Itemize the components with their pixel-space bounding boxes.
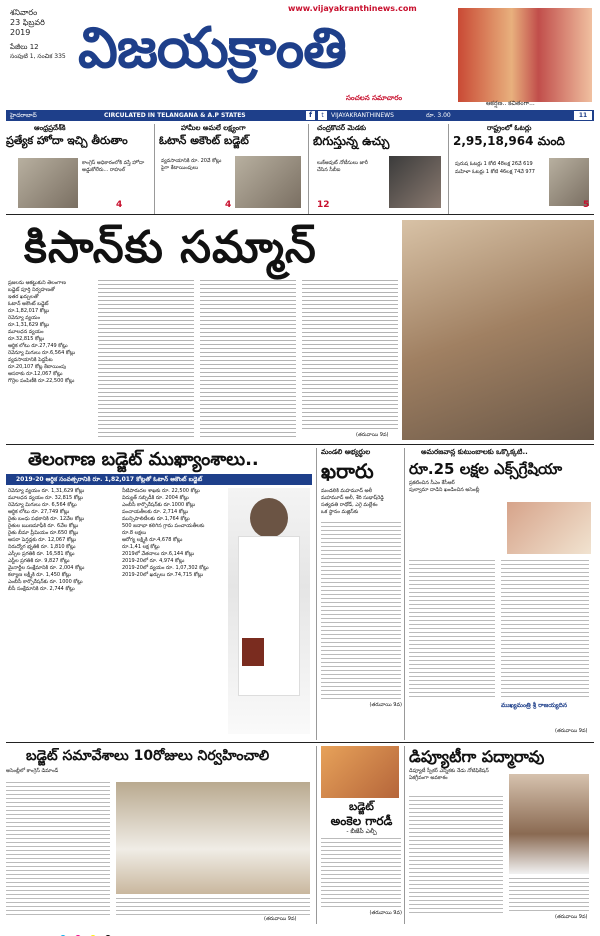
teaser-head: రాష్ట్రంలో ఓటర్లు xyxy=(487,124,532,132)
twitter-icon[interactable]: t xyxy=(318,111,327,120)
story-headline: బడ్జెట్ సమావేశాలు 10రోజులు నిర్వహించాలి xyxy=(26,748,270,764)
bullet: ఇతర ఖర్చులతో xyxy=(8,294,39,300)
padmarao-photo xyxy=(509,774,589,874)
bullet: రూ.1,82,017 కోట్లు xyxy=(8,308,50,314)
teaser-page: 5 xyxy=(583,200,590,210)
item: రూ.8 లక్షలు xyxy=(122,530,147,536)
budget-box xyxy=(6,448,312,740)
teaser-body: పురుష ఓటర్లు 1 కోటి 48లక్ష 26వే 619 మహిళా ఓటర్లు 1 కోటి 46లక్ష 74వే 977 xyxy=(455,161,535,175)
continued[interactable]: (తరువాయి 9వ) xyxy=(555,914,588,920)
teasers xyxy=(6,124,594,214)
official-photo xyxy=(549,158,589,206)
teaser-page: 4 xyxy=(225,200,232,210)
laxman-story xyxy=(316,746,402,924)
continued[interactable]: (తరువాయి 9వ) xyxy=(555,728,588,734)
item: ఆరోగ్య లక్ష్మికి రూ.4,678 కోట్లు xyxy=(122,537,183,543)
assembly-photo xyxy=(116,782,310,894)
paper-title: విజయక్రాంతి xyxy=(78,16,346,81)
kcr-photo xyxy=(402,220,594,440)
item: ఎంబీసీ కార్పొరేషన్‌కు రూ. 1000 కోట్లు xyxy=(8,579,83,585)
deputy-bullets xyxy=(409,768,505,782)
body xyxy=(238,536,300,696)
teaser-page: 4 xyxy=(116,200,123,210)
council-story xyxy=(316,448,402,740)
story-headline: డిప్యూటీగా పద్మారావు xyxy=(409,747,545,766)
bullet: ప్రకటించిన సీఎం కేసీఆర్ xyxy=(409,480,455,486)
item: బీసీ సంక్షేమానికి రూ. 2,744 కోట్లు xyxy=(8,586,75,592)
exgratia-text-2 xyxy=(501,560,589,700)
budget-title: తెలంగాణ బడ్జెట్ ముఖ్యాంశాలు.. xyxy=(28,449,259,470)
decision-bullets xyxy=(321,488,402,516)
story-tag: మండలి అభ్యర్థుల xyxy=(321,448,371,456)
bullet: రూ.1,31,629 కోట్లు xyxy=(8,322,50,328)
item: రూ.1,41 లక్ష కోట్లు xyxy=(122,544,160,550)
lead-column-2 xyxy=(200,280,296,440)
bullet: మండలికి మహమూద్ అలీ xyxy=(321,488,373,494)
bullet: మహమూద్ అలీ, శేరి సుభాష్‌రెడ్డి xyxy=(321,495,384,501)
circulated: CIRCULATED IN TELANGANA & A.P STATES xyxy=(104,112,246,119)
bullet: బడ్జెట్ పూర్తి నిర్వహణతో xyxy=(8,287,55,293)
year: 2019 xyxy=(10,28,31,37)
cheque-photo xyxy=(507,502,591,554)
session-text-2 xyxy=(116,898,310,918)
bullet: ఆసరాకు రూ.12,067 కోట్లు xyxy=(8,371,63,377)
session-story xyxy=(6,746,312,924)
item: 2019-20లో ఖర్చులు రూ.74,715 కోట్లు xyxy=(122,572,204,578)
bullet: రెవెన్యూ మిగులు రూ.6,564 కోట్లు xyxy=(8,350,76,356)
budget-col-2 xyxy=(122,488,222,579)
item: కల్యాణ లక్ష్మీకి రూ. 1,450 కోట్లు xyxy=(8,572,71,578)
ad-caption: ఆకర్షణ.. కచితంగా... xyxy=(486,100,535,107)
item: రైతుల ఋణమాఫీకి రూ. 6వేల కోట్లు xyxy=(8,523,79,529)
lead-headline: కిసాన్‌కు సమ్మాన్ xyxy=(24,222,317,273)
bullet: ఒక స్థానం మజ్లిస్‌కు xyxy=(321,509,359,515)
story-tag: అమరజవాన్ల కుటుంబాలకు ఒక్కొక్కటి.. xyxy=(421,448,528,456)
teaser-body: లుక్అవుట్ నోటీసులు జారీ చేసిన సీబీఐ xyxy=(317,160,368,173)
head xyxy=(250,498,288,538)
bullet: ఏకగ్రీవంగా అవకాశం xyxy=(409,775,448,781)
divider xyxy=(6,214,594,215)
teaser-head: హామీల అమలే లక్ష్యంగా xyxy=(181,124,246,132)
deputy-text-2 xyxy=(509,878,589,912)
caption: బడ్జెట్ xyxy=(349,800,374,813)
teaser-page: 12 xyxy=(317,200,330,210)
caption: - బీజేపీ ఎల్పీ xyxy=(346,828,377,835)
exgratia-story xyxy=(404,448,594,740)
bullet: ప్రజలను ఆకట్టుకుని తెలంగాణ xyxy=(8,280,66,286)
print-marks xyxy=(60,926,540,932)
teaser-body: వ్యవసాయానికి రూ. 20వే కోట్లు పైగా కేటాయింపులు xyxy=(161,158,222,171)
teaser-head: ఆంధ్రప్రదేశ్‌కి xyxy=(34,124,66,132)
laxman-text xyxy=(321,838,401,910)
item: ఆసరా పెన్షన్లకు రూ. 12,067 కోట్లు xyxy=(8,537,77,543)
laxman-photo xyxy=(321,746,399,798)
story-headline: రూ.25 లక్షల ఎక్స్‌గ్రేషియా xyxy=(409,460,563,478)
item: ఎస్టీల ప్రగతికి రూ. 9,827 కోట్లు xyxy=(8,558,70,564)
briefcase xyxy=(242,638,264,666)
item: నీటిపారుదల శాఖకు రూ. 22,500 కోట్లు xyxy=(122,488,200,494)
budget-col-1 xyxy=(8,488,116,593)
lead-bullets xyxy=(8,280,92,385)
teaser-headline: ఓటాన్ అకౌంట్ బడ్జెట్ xyxy=(159,134,249,147)
divider xyxy=(6,444,594,445)
exgratia-bullets xyxy=(409,480,509,494)
item: 500 జనాభా కలిగిన గ్రామ పంచాయతీలకు xyxy=(122,523,205,529)
lead-column-1 xyxy=(98,280,194,440)
teaser-headline: ప్రత్యేక హోదా ఇచ్చి తీరుతాం xyxy=(6,134,128,147)
story-headline: ఖరారు xyxy=(321,459,374,483)
bullet: డిప్యూటీ స్పీకర్ ఎన్నికకు నేడు నోటిఫికేషన్ xyxy=(409,768,489,774)
continued[interactable]: (తరువాయి 9వ) xyxy=(369,910,402,916)
teaser-body: కాంగ్రెస్ అధికారంలోకి వస్తే హోదా అడ్డుకోలేరు... రాహుల్ xyxy=(82,160,145,173)
item: విద్యుత్ సబ్సిడీకి రూ. 2004 కోట్లు xyxy=(122,495,189,501)
sub-head: ముఖ్యమంత్రి శ్రీ రాజయ్యదిన xyxy=(501,702,568,709)
item: 2019-20లో వ్యయం రూ. 1,07,302 కోట్లు xyxy=(122,565,209,571)
teaser-1[interactable] xyxy=(6,124,150,214)
item: ఎస్సీల ప్రగతికి రూ. 16,581 కోట్లు xyxy=(8,551,75,557)
bullet: ఆర్థిక లోటు రూ.27,749 కోట్లు xyxy=(8,343,68,349)
teaser-headline: 2,95,18,964 మంది xyxy=(453,134,565,148)
bullet: మూలధన వ్యయం xyxy=(8,329,44,335)
circulation-bar xyxy=(6,110,594,121)
session-text xyxy=(6,782,110,918)
etela-photo xyxy=(228,488,310,734)
bullet: ఓటాన్ అకౌంట్ బడ్జెట్ xyxy=(8,301,49,307)
item: నిరుద్యోగ భృతికి రూ. 1,810 కోట్లు xyxy=(8,544,76,550)
bullet: గొర్రెల పంపిణీకి రూ.22,500 కోట్లు xyxy=(8,378,75,384)
bullet: వ్యవసాయానికి పెద్దపీట xyxy=(8,357,53,363)
masthead xyxy=(0,0,600,112)
item: ఎంబీసీ కార్పొరేషన్‌కు రూ.1000 కోట్లు xyxy=(122,502,196,508)
teaser-3[interactable] xyxy=(308,124,444,214)
dateline xyxy=(10,8,74,62)
decision-text xyxy=(321,522,401,700)
city: హైదరాబాద్ xyxy=(10,112,37,119)
site-url[interactable]: www.vijayakranthinews.com xyxy=(288,4,417,13)
caption: అంకెల గారడీ xyxy=(330,814,393,828)
item: మున్సిపాలిటీలకు రూ.1,764 కోట్లు xyxy=(122,516,190,522)
item: రైతు బీమా ప్రీమియం రూ.650 కోట్లు xyxy=(8,530,79,536)
teaser-2[interactable] xyxy=(154,124,304,214)
item: రైతు బంధు పథకానికి రూ. 12వేల కోట్లు xyxy=(8,516,85,522)
divider xyxy=(6,742,594,743)
item: రెవెన్యూ మిగులు రూ. 6,564 కోట్లు xyxy=(8,502,77,508)
item: మైనార్టీల సంక్షేమానికి రూ. 2,004 కోట్లు xyxy=(8,565,85,571)
budget-subtitle: 2019-20 ఆర్థిక సంవత్సరానికి రూ. 1,82,017 కోట్లతో ఓటాన్ అకౌంట్ బడ్జెట్ xyxy=(6,474,312,485)
exgratia-text-1 xyxy=(409,560,495,700)
bullet: పుల్వామా దాడిని ఖండించిన అసెంబ్లీ xyxy=(409,487,480,493)
kochhar-photo xyxy=(389,156,441,208)
item: ఆర్థిక లోటు రూ. 27,749 కోట్లు xyxy=(8,509,70,515)
bullet: రూ.32,815 కోట్లు xyxy=(8,336,45,342)
saree-ad xyxy=(458,8,592,102)
item: రెవెన్యూ వ్యయం రూ. 1,31,629 కోట్లు xyxy=(8,488,85,494)
item: 2019లో వేతనాలు రూ.6,144 కోట్లు xyxy=(122,551,195,557)
pages: పేజీలు 12 xyxy=(10,43,39,51)
teaser-head: చంద్రకొచర్ మెడకు xyxy=(317,124,367,132)
bullet: రెవెన్యూ వ్యయం xyxy=(8,315,41,321)
deputy-text xyxy=(409,796,503,914)
page-badge: 11 xyxy=(574,111,592,120)
continued[interactable]: (తరువాయి 9వ) xyxy=(356,432,389,438)
lead-column-3 xyxy=(302,280,398,430)
teaser-headline: బిగుస్తున్న ఉచ్చు xyxy=(313,134,390,148)
deputy-story xyxy=(404,746,594,924)
date: 23 ఫిబ్రవరి xyxy=(10,18,45,27)
bullet: సత్యవతి రాథోడ్, ఎగ్గె మల్లేశం xyxy=(321,502,378,508)
price: రూ. 3.00 xyxy=(426,112,451,119)
day: శనివారం xyxy=(10,8,38,17)
item: మూలధన వ్యయం రూ. 32,815 కోట్లు xyxy=(8,495,84,501)
facebook-icon[interactable]: f xyxy=(306,111,315,120)
continued[interactable]: (తరువాయి 9వ) xyxy=(264,916,297,922)
tagline: సంచలన సమాచారం xyxy=(346,94,403,102)
bullet: అసెంబ్లీలో కాంగ్రెస్ డిమాండ్ xyxy=(6,768,59,774)
teaser-4[interactable] xyxy=(448,124,594,214)
budget-photo xyxy=(235,156,301,208)
social-handle[interactable]: VIJAYAKRANTHINEWS xyxy=(331,112,394,119)
item: పంచాయతీలకు రూ. 2,714 కోట్లు xyxy=(122,509,189,515)
bullet: రూ.20,107 కోట్ల కేటాయింపు xyxy=(8,364,67,370)
lead-story xyxy=(6,218,594,444)
session-bullets xyxy=(6,768,312,775)
item: 2019-20లో రూ. 4,974 కోట్లు xyxy=(122,558,185,564)
rahul-photo xyxy=(18,158,78,208)
continued[interactable]: (తరువాయి 9వ) xyxy=(369,702,402,708)
volume: సంపుటి 1, సంచిక 335 xyxy=(10,53,66,60)
